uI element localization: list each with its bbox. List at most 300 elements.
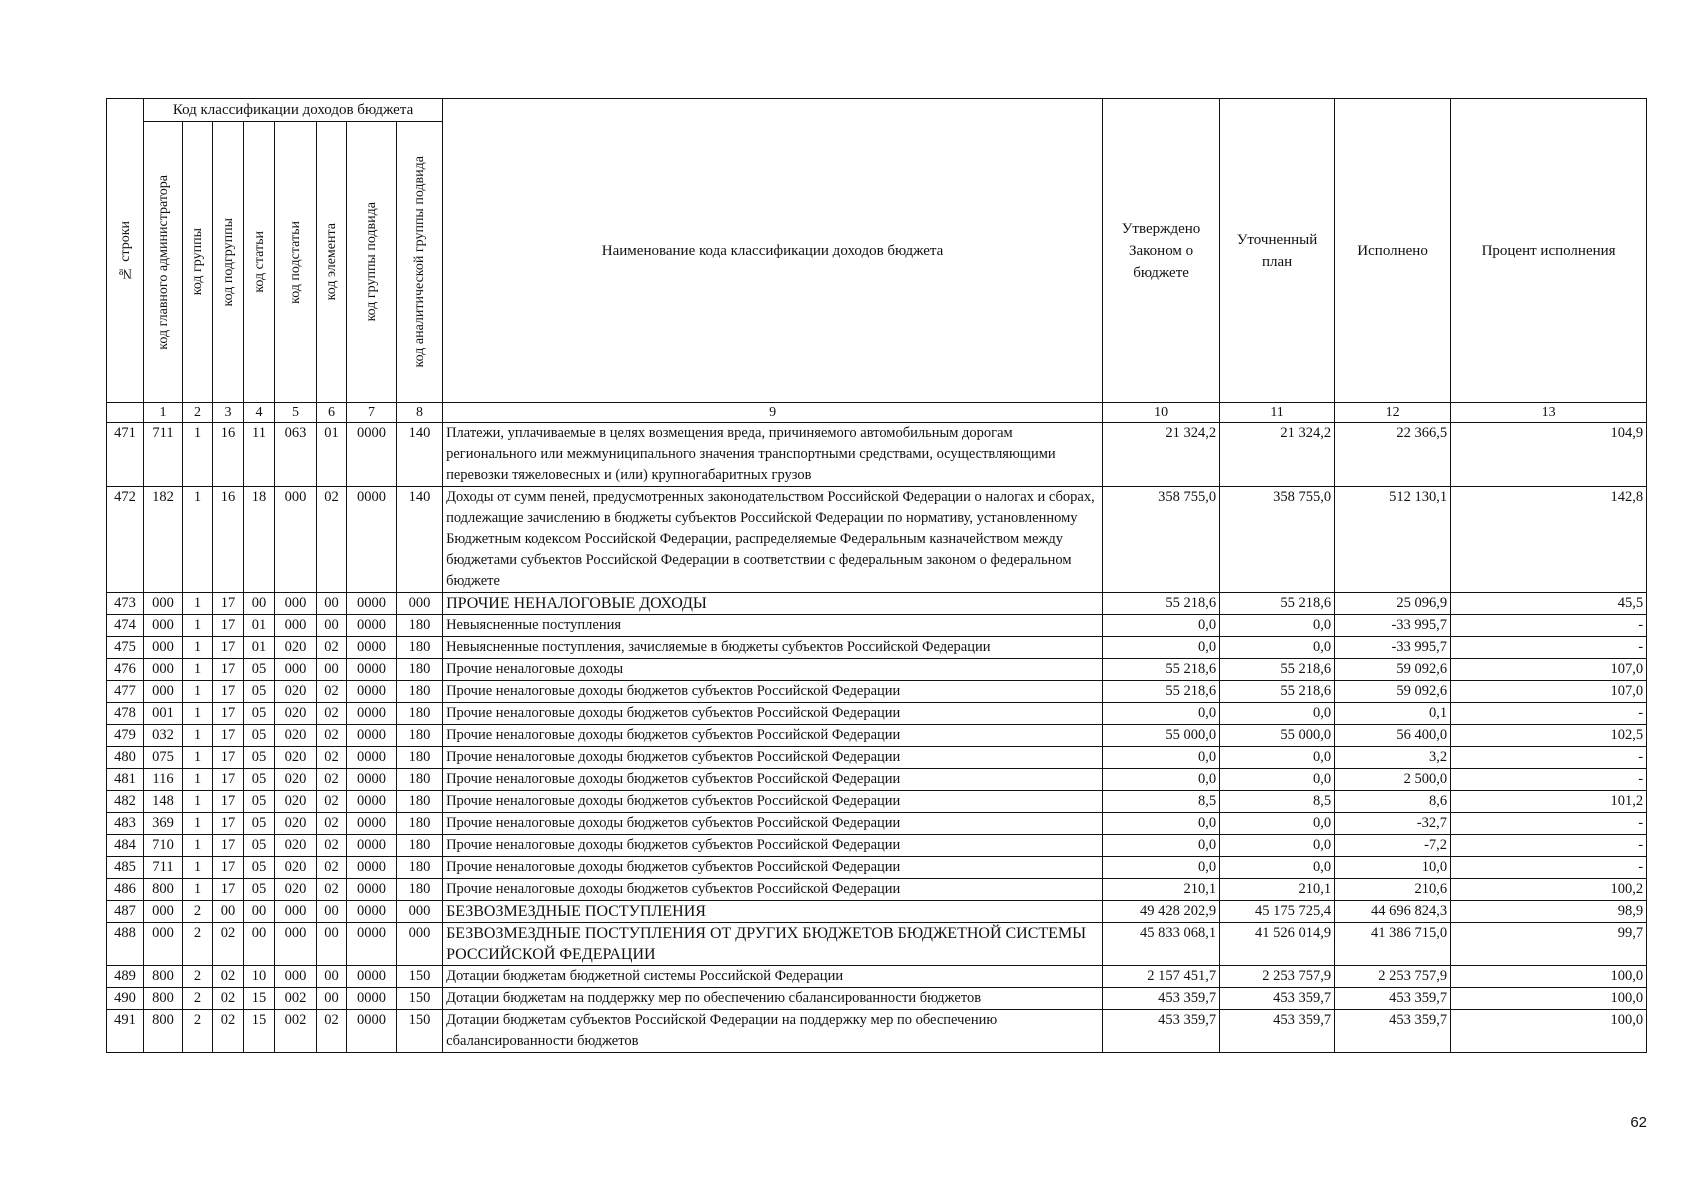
row-number: 491 — [107, 1010, 144, 1053]
code-element: 01 — [317, 423, 347, 487]
header-executed: Исполнено — [1335, 99, 1451, 403]
code-subtype-group: 0000 — [347, 637, 397, 659]
code-subtype-group: 0000 — [347, 879, 397, 901]
income-name: Прочие неналоговые доходы бюджетов субъектов Российской Федерации — [443, 703, 1103, 725]
executed-value: -33 995,7 — [1335, 615, 1451, 637]
header-code-group: Код классификации доходов бюджета — [144, 99, 443, 122]
approved-value: 2 157 451,7 — [1103, 966, 1220, 988]
code-admin: 800 — [144, 988, 183, 1010]
percent-value: 101,2 — [1451, 791, 1647, 813]
code-group: 2 — [183, 988, 213, 1010]
code-element: 00 — [317, 593, 347, 615]
approved-value: 0,0 — [1103, 857, 1220, 879]
code-admin: 182 — [144, 487, 183, 593]
column-number: 12 — [1335, 403, 1451, 423]
code-analytic-group: 180 — [397, 681, 443, 703]
column-number: 1 — [144, 403, 183, 423]
code-analytic-group: 180 — [397, 703, 443, 725]
column-number: 4 — [244, 403, 275, 423]
percent-value: 100,2 — [1451, 879, 1647, 901]
code-group: 1 — [183, 659, 213, 681]
column-number: 8 — [397, 403, 443, 423]
code-article: 15 — [244, 988, 275, 1010]
executed-value: 8,6 — [1335, 791, 1451, 813]
row-number: 486 — [107, 879, 144, 901]
code-analytic-group: 140 — [397, 423, 443, 487]
code-article: 18 — [244, 487, 275, 593]
code-element: 02 — [317, 703, 347, 725]
executed-value: 512 130,1 — [1335, 487, 1451, 593]
code-subgroup: 17 — [213, 813, 244, 835]
code-subtype-group: 0000 — [347, 857, 397, 879]
refined-value: 210,1 — [1220, 879, 1335, 901]
approved-value: 453 359,7 — [1103, 988, 1220, 1010]
table-row — [107, 681, 1647, 703]
code-subgroup: 02 — [213, 1010, 244, 1053]
table-row — [107, 813, 1647, 835]
percent-value: 142,8 — [1451, 487, 1647, 593]
row-number: 490 — [107, 988, 144, 1010]
code-group: 2 — [183, 901, 213, 923]
approved-value: 21 324,2 — [1103, 423, 1220, 487]
code-analytic-group: 150 — [397, 988, 443, 1010]
table-row — [107, 725, 1647, 747]
code-subtype-group: 0000 — [347, 615, 397, 637]
code-admin: 711 — [144, 423, 183, 487]
code-admin: 000 — [144, 681, 183, 703]
code-subtype-group: 0000 — [347, 703, 397, 725]
code-group: 1 — [183, 747, 213, 769]
code-group: 2 — [183, 1010, 213, 1053]
refined-value: 0,0 — [1220, 615, 1335, 637]
approved-value: 0,0 — [1103, 769, 1220, 791]
code-subtype-group: 0000 — [347, 769, 397, 791]
code-group: 2 — [183, 966, 213, 988]
percent-value: 107,0 — [1451, 659, 1647, 681]
executed-value: -33 995,7 — [1335, 637, 1451, 659]
code-subarticle: 020 — [275, 681, 317, 703]
column-number: 6 — [317, 403, 347, 423]
code-subgroup: 17 — [213, 659, 244, 681]
code-subarticle: 020 — [275, 857, 317, 879]
code-article: 11 — [244, 423, 275, 487]
income-name: Прочие неналоговые доходы бюджетов субъектов Российской Федерации — [443, 813, 1103, 835]
code-element: 02 — [317, 487, 347, 593]
income-name: Прочие неналоговые доходы бюджетов субъектов Российской Федерации — [443, 879, 1103, 901]
column-number: 10 — [1103, 403, 1220, 423]
refined-value: 0,0 — [1220, 747, 1335, 769]
row-number: 487 — [107, 901, 144, 923]
code-admin: 000 — [144, 637, 183, 659]
code-group: 1 — [183, 857, 213, 879]
table-row — [107, 835, 1647, 857]
executed-value: 0,1 — [1335, 703, 1451, 725]
code-article: 01 — [244, 637, 275, 659]
code-article: 05 — [244, 659, 275, 681]
code-subtype-group: 0000 — [347, 487, 397, 593]
code-admin: 000 — [144, 659, 183, 681]
code-subarticle: 020 — [275, 725, 317, 747]
code-element: 00 — [317, 923, 347, 966]
code-subgroup: 17 — [213, 725, 244, 747]
approved-value: 0,0 — [1103, 747, 1220, 769]
code-admin: 000 — [144, 593, 183, 615]
code-subgroup: 17 — [213, 835, 244, 857]
row-number: 485 — [107, 857, 144, 879]
column-number: 9 — [443, 403, 1103, 423]
code-subgroup: 17 — [213, 703, 244, 725]
percent-value: 107,0 — [1451, 681, 1647, 703]
code-subgroup: 17 — [213, 747, 244, 769]
income-name: БЕЗВОЗМЕЗДНЫЕ ПОСТУПЛЕНИЯ ОТ ДРУГИХ БЮДЖЕТОВ БЮДЖЕТНОЙ СИСТЕМЫ РОССИЙСКОЙ ФЕДЕРАЦИИ — [443, 923, 1103, 966]
code-subtype-group: 0000 — [347, 923, 397, 966]
approved-value: 358 755,0 — [1103, 487, 1220, 593]
code-subgroup: 02 — [213, 966, 244, 988]
table-row — [107, 901, 1647, 923]
executed-value: 453 359,7 — [1335, 988, 1451, 1010]
table-body — [107, 423, 1647, 1053]
code-subtype-group: 0000 — [347, 593, 397, 615]
code-subarticle: 000 — [275, 593, 317, 615]
code-admin: 116 — [144, 769, 183, 791]
refined-value: 8,5 — [1220, 791, 1335, 813]
code-analytic-group: 140 — [397, 487, 443, 593]
code-group: 1 — [183, 423, 213, 487]
code-group: 1 — [183, 681, 213, 703]
code-subarticle: 000 — [275, 901, 317, 923]
percent-value: 100,0 — [1451, 1010, 1647, 1053]
code-subtype-group: 0000 — [347, 988, 397, 1010]
code-subgroup: 02 — [213, 988, 244, 1010]
income-name: Прочие неналоговые доходы бюджетов субъектов Российской Федерации — [443, 681, 1103, 703]
code-element: 02 — [317, 769, 347, 791]
code-admin: 710 — [144, 835, 183, 857]
table-row — [107, 637, 1647, 659]
percent-value: 102,5 — [1451, 725, 1647, 747]
row-number: 480 — [107, 747, 144, 769]
code-element: 00 — [317, 615, 347, 637]
code-article: 10 — [244, 966, 275, 988]
code-analytic-group: 180 — [397, 725, 443, 747]
row-number: 471 — [107, 423, 144, 487]
income-name: ПРОЧИЕ НЕНАЛОГОВЫЕ ДОХОДЫ — [443, 593, 1103, 615]
code-analytic-group: 180 — [397, 747, 443, 769]
code-element: 02 — [317, 813, 347, 835]
code-article: 00 — [244, 901, 275, 923]
code-article: 05 — [244, 835, 275, 857]
percent-value: - — [1451, 813, 1647, 835]
page-number: 62 — [1630, 1114, 1647, 1131]
income-name: Прочие неналоговые доходы бюджетов субъектов Российской Федерации — [443, 835, 1103, 857]
code-analytic-group: 180 — [397, 857, 443, 879]
executed-value: 2 500,0 — [1335, 769, 1451, 791]
table-row — [107, 966, 1647, 988]
code-group: 2 — [183, 923, 213, 966]
code-analytic-group: 180 — [397, 835, 443, 857]
code-admin: 148 — [144, 791, 183, 813]
percent-value: - — [1451, 703, 1647, 725]
refined-value: 0,0 — [1220, 769, 1335, 791]
code-subtype-group: 0000 — [347, 423, 397, 487]
code-subarticle: 000 — [275, 659, 317, 681]
code-element: 00 — [317, 901, 347, 923]
code-subtype-group: 0000 — [347, 747, 397, 769]
code-analytic-group: 180 — [397, 769, 443, 791]
refined-value: 21 324,2 — [1220, 423, 1335, 487]
column-number: 13 — [1451, 403, 1647, 423]
code-subtype-group: 0000 — [347, 1010, 397, 1053]
code-article: 05 — [244, 703, 275, 725]
row-number: 474 — [107, 615, 144, 637]
header-approved: Утверждено Законом о бюджете — [1103, 99, 1220, 403]
row-number: 484 — [107, 835, 144, 857]
header-code-article: код статьи — [244, 122, 275, 403]
code-analytic-group: 180 — [397, 791, 443, 813]
code-group: 1 — [183, 879, 213, 901]
refined-value: 2 253 757,9 — [1220, 966, 1335, 988]
code-subgroup: 17 — [213, 637, 244, 659]
code-group: 1 — [183, 835, 213, 857]
executed-value: 210,6 — [1335, 879, 1451, 901]
code-admin: 075 — [144, 747, 183, 769]
code-admin: 001 — [144, 703, 183, 725]
row-number: 481 — [107, 769, 144, 791]
executed-value: 453 359,7 — [1335, 1010, 1451, 1053]
header-code-element: код элемента — [317, 122, 347, 403]
table-row — [107, 703, 1647, 725]
code-analytic-group: 000 — [397, 923, 443, 966]
table-row — [107, 593, 1647, 615]
code-element: 02 — [317, 791, 347, 813]
header-code-subarticle: код подстатьи — [275, 122, 317, 403]
code-element: 00 — [317, 966, 347, 988]
table-row — [107, 615, 1647, 637]
code-subgroup: 02 — [213, 923, 244, 966]
row-number: 482 — [107, 791, 144, 813]
income-name: Невыясненные поступления, зачисляемые в бюджеты субъектов Российской Федерации — [443, 637, 1103, 659]
code-element: 00 — [317, 988, 347, 1010]
approved-value: 8,5 — [1103, 791, 1220, 813]
percent-value: - — [1451, 615, 1647, 637]
percent-value: - — [1451, 637, 1647, 659]
code-subarticle: 020 — [275, 879, 317, 901]
code-subtype-group: 0000 — [347, 901, 397, 923]
row-number: 488 — [107, 923, 144, 966]
code-subgroup: 00 — [213, 901, 244, 923]
code-article: 05 — [244, 791, 275, 813]
header-refined: Уточненный план — [1220, 99, 1335, 403]
row-number: 473 — [107, 593, 144, 615]
refined-value: 0,0 — [1220, 857, 1335, 879]
code-analytic-group: 000 — [397, 593, 443, 615]
code-subarticle: 000 — [275, 487, 317, 593]
income-name: БЕЗВОЗМЕЗДНЫЕ ПОСТУПЛЕНИЯ — [443, 901, 1103, 923]
code-subarticle: 000 — [275, 966, 317, 988]
refined-value: 55 218,6 — [1220, 593, 1335, 615]
code-group: 1 — [183, 637, 213, 659]
header-code-subtype-group: код группы подвида — [347, 122, 397, 403]
column-number: 11 — [1220, 403, 1335, 423]
table-row — [107, 769, 1647, 791]
row-number: 475 — [107, 637, 144, 659]
code-article: 05 — [244, 747, 275, 769]
approved-value: 55 218,6 — [1103, 659, 1220, 681]
code-subgroup: 17 — [213, 615, 244, 637]
budget-revenue-table-sheet — [106, 98, 1646, 1053]
code-group: 1 — [183, 813, 213, 835]
code-article: 05 — [244, 879, 275, 901]
column-number: 2 — [183, 403, 213, 423]
executed-value: 10,0 — [1335, 857, 1451, 879]
row-number: 476 — [107, 659, 144, 681]
income-name: Невыясненные поступления — [443, 615, 1103, 637]
table-row — [107, 423, 1647, 487]
code-admin: 000 — [144, 923, 183, 966]
row-number: 472 — [107, 487, 144, 593]
code-subarticle: 002 — [275, 988, 317, 1010]
code-element: 02 — [317, 835, 347, 857]
code-analytic-group: 180 — [397, 879, 443, 901]
refined-value: 55 218,6 — [1220, 659, 1335, 681]
code-subtype-group: 0000 — [347, 791, 397, 813]
executed-value: 25 096,9 — [1335, 593, 1451, 615]
executed-value: 59 092,6 — [1335, 659, 1451, 681]
approved-value: 0,0 — [1103, 637, 1220, 659]
code-analytic-group: 000 — [397, 901, 443, 923]
row-number: 478 — [107, 703, 144, 725]
code-subtype-group: 0000 — [347, 681, 397, 703]
code-article: 05 — [244, 681, 275, 703]
income-name: Доходы от сумм пеней, предусмотренных законодательством Российской Федерации о налогах и сборах, подлежащие зачислению в бюджеты субъектов Российской Федерации по нормативу, установленному Бюджетным кодексом Российской Федерации, распределяемые Федеральным казначейством между бюджетами субъектов Российской Федерации в соответствии с федеральным законом о федеральном бюджете — [443, 487, 1103, 593]
code-analytic-group: 180 — [397, 813, 443, 835]
income-name: Прочие неналоговые доходы бюджетов субъектов Российской Федерации — [443, 791, 1103, 813]
executed-value: 56 400,0 — [1335, 725, 1451, 747]
column-number: 3 — [213, 403, 244, 423]
row-number: 479 — [107, 725, 144, 747]
refined-value: 55 000,0 — [1220, 725, 1335, 747]
income-name: Прочие неналоговые доходы — [443, 659, 1103, 681]
code-subarticle: 000 — [275, 615, 317, 637]
percent-value: 45,5 — [1451, 593, 1647, 615]
code-subarticle: 000 — [275, 923, 317, 966]
table-row — [107, 857, 1647, 879]
approved-value: 0,0 — [1103, 703, 1220, 725]
table-row — [107, 791, 1647, 813]
refined-value: 45 175 725,4 — [1220, 901, 1335, 923]
income-name: Прочие неналоговые доходы бюджетов субъектов Российской Федерации — [443, 857, 1103, 879]
approved-value: 0,0 — [1103, 835, 1220, 857]
income-name: Дотации бюджетам на поддержку мер по обеспечению сбалансированности бюджетов — [443, 988, 1103, 1010]
code-subtype-group: 0000 — [347, 813, 397, 835]
executed-value: 3,2 — [1335, 747, 1451, 769]
code-article: 15 — [244, 1010, 275, 1053]
code-group: 1 — [183, 791, 213, 813]
code-analytic-group: 150 — [397, 1010, 443, 1053]
approved-value: 0,0 — [1103, 615, 1220, 637]
code-subarticle: 020 — [275, 747, 317, 769]
table-row — [107, 659, 1647, 681]
code-admin: 800 — [144, 879, 183, 901]
code-subarticle: 020 — [275, 769, 317, 791]
executed-value: 44 696 824,3 — [1335, 901, 1451, 923]
code-admin: 711 — [144, 857, 183, 879]
refined-value: 0,0 — [1220, 637, 1335, 659]
refined-value: 358 755,0 — [1220, 487, 1335, 593]
approved-value: 0,0 — [1103, 813, 1220, 835]
code-article: 05 — [244, 813, 275, 835]
code-element: 02 — [317, 725, 347, 747]
code-admin: 000 — [144, 901, 183, 923]
code-group: 1 — [183, 703, 213, 725]
code-analytic-group: 180 — [397, 615, 443, 637]
code-group: 1 — [183, 769, 213, 791]
row-number: 477 — [107, 681, 144, 703]
code-subgroup: 17 — [213, 593, 244, 615]
code-group: 1 — [183, 487, 213, 593]
code-subgroup: 16 — [213, 423, 244, 487]
table-row — [107, 988, 1647, 1010]
code-subgroup: 17 — [213, 879, 244, 901]
executed-value: 2 253 757,9 — [1335, 966, 1451, 988]
code-subgroup: 17 — [213, 681, 244, 703]
code-subarticle: 020 — [275, 703, 317, 725]
header-name: Наименование кода классификации доходов бюджета — [443, 99, 1103, 403]
code-element: 00 — [317, 659, 347, 681]
code-element: 02 — [317, 1010, 347, 1053]
percent-value: 99,7 — [1451, 923, 1647, 966]
code-admin: 800 — [144, 966, 183, 988]
code-element: 02 — [317, 681, 347, 703]
column-number-row — [107, 403, 1647, 423]
approved-value: 55 218,6 — [1103, 593, 1220, 615]
column-number: 5 — [275, 403, 317, 423]
code-analytic-group: 180 — [397, 659, 443, 681]
code-admin: 032 — [144, 725, 183, 747]
code-element: 02 — [317, 857, 347, 879]
row-number: 489 — [107, 966, 144, 988]
header-row-number: № строки — [107, 99, 144, 403]
executed-value: 59 092,6 — [1335, 681, 1451, 703]
code-element: 02 — [317, 879, 347, 901]
code-article: 05 — [244, 725, 275, 747]
table-row — [107, 1010, 1647, 1053]
code-subarticle: 020 — [275, 637, 317, 659]
code-article: 00 — [244, 923, 275, 966]
code-subtype-group: 0000 — [347, 835, 397, 857]
code-subgroup: 17 — [213, 857, 244, 879]
code-subtype-group: 0000 — [347, 725, 397, 747]
code-subarticle: 002 — [275, 1010, 317, 1053]
code-article: 00 — [244, 593, 275, 615]
code-subgroup: 17 — [213, 791, 244, 813]
code-article: 05 — [244, 857, 275, 879]
budget-revenue-table — [106, 98, 1647, 1053]
percent-value: - — [1451, 835, 1647, 857]
percent-value: - — [1451, 747, 1647, 769]
code-element: 02 — [317, 747, 347, 769]
refined-value: 0,0 — [1220, 813, 1335, 835]
table-row — [107, 923, 1647, 966]
table-header — [107, 99, 1647, 423]
approved-value: 453 359,7 — [1103, 1010, 1220, 1053]
column-number: 7 — [347, 403, 397, 423]
code-subgroup: 17 — [213, 769, 244, 791]
refined-value: 41 526 014,9 — [1220, 923, 1335, 966]
approved-value: 49 428 202,9 — [1103, 901, 1220, 923]
code-analytic-group: 180 — [397, 637, 443, 659]
approved-value: 55 218,6 — [1103, 681, 1220, 703]
code-article: 01 — [244, 615, 275, 637]
